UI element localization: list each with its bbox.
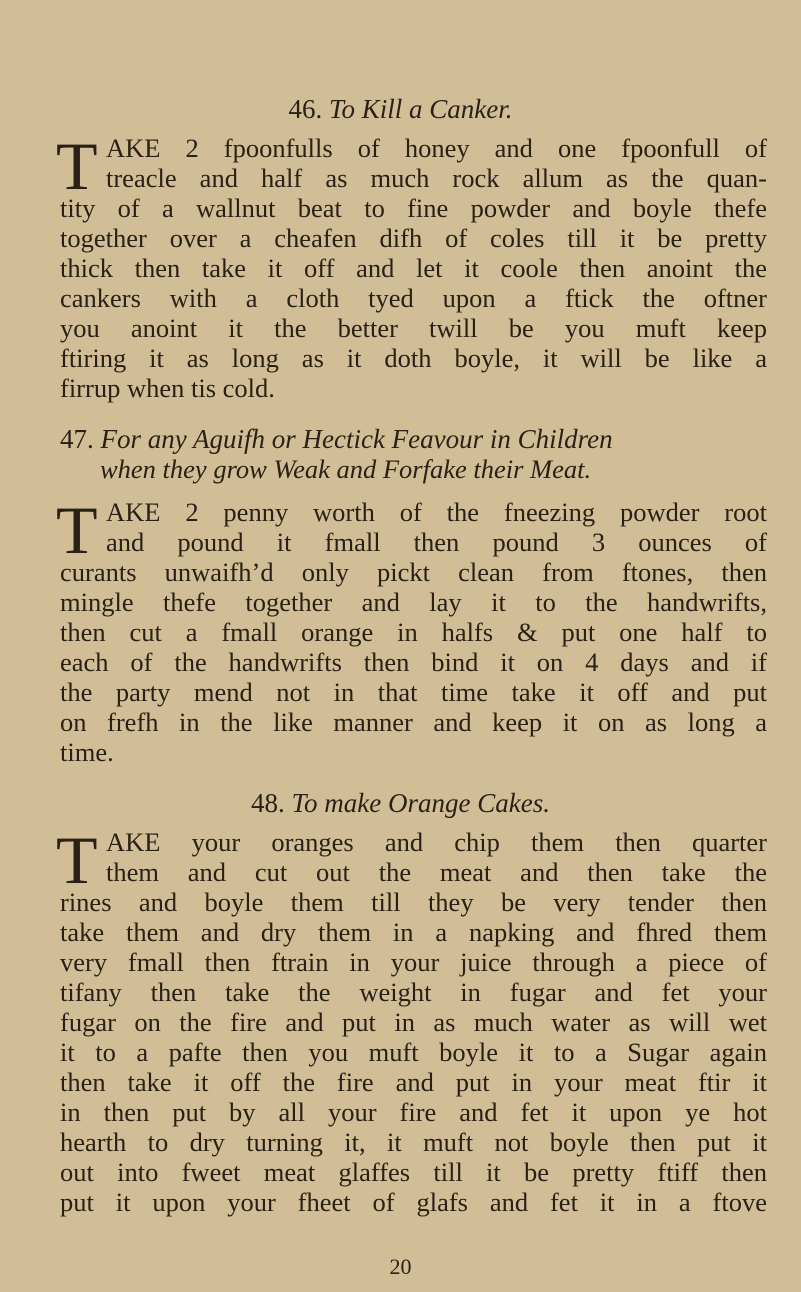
text-line: mingle thefe together and lay it to the handwrifts, <box>60 587 767 617</box>
text-line: ftiring it as long as it doth boyle, it will be like a <box>60 343 767 373</box>
text-line: them and cut out the meat and then take the <box>106 857 767 887</box>
text-line: out into fweet meat glaffes till it be pretty ftiff then <box>60 1157 767 1187</box>
recipe-number: 46. <box>288 94 323 124</box>
recipe-number: 48. <box>251 788 285 818</box>
text-line: cankers with a cloth tyed upon a ftick the oftner <box>60 283 767 313</box>
text-line: curants unwaifh’d only pickt clean from ftones, then <box>60 557 767 587</box>
text-line: AKE 2 penny worth of the fneezing powder root <box>106 497 767 527</box>
text-line: in then put by all your fire and fet it upon ye hot <box>60 1097 767 1127</box>
page-number: 20 <box>389 1254 412 1279</box>
text-line: firrup when tis cold. <box>60 373 275 403</box>
recipe-title: To make Orange Cakes. <box>291 788 550 818</box>
drop-cap: T <box>56 822 98 898</box>
text-line: it to a pafte then you muft boyle it to a Sugar again <box>60 1037 767 1067</box>
text-line: time. <box>60 737 114 767</box>
drop-cap: T <box>56 128 98 204</box>
recipe-title: To Kill a Canker. <box>328 94 513 124</box>
recipe-48-heading <box>0 788 801 819</box>
recipe-46-heading <box>0 94 801 125</box>
text-line: put it upon your fheet of glafs and fet it in a ftove <box>60 1187 767 1217</box>
text-line: thick then take it off and let it coole then anoint the <box>60 253 767 283</box>
text-line: treacle and half as much rock allum as the quan- <box>106 163 767 193</box>
recipe-subtitle: when they grow Weak and Forfake their Meat. <box>100 454 592 484</box>
text-line: tity of a wallnut beat to fine powder and boyle thefe <box>60 193 767 223</box>
text-line: AKE 2 fpoonfulls of honey and one fpoonfull of <box>106 133 767 163</box>
text-line: AKE your oranges and chip them then quarter <box>106 827 767 857</box>
text-line: then cut a fmall orange in halfs & put one half to <box>60 617 767 647</box>
text-line: you anoint it the better twill be you muft keep <box>60 313 767 343</box>
text-line: take them and dry them in a napking and fhred them <box>60 917 767 947</box>
text-line: then take it off the fire and put in your meat ftir it <box>60 1067 767 1097</box>
text-line: hearth to dry turning it, it muft not boyle then put it <box>60 1127 767 1157</box>
recipe-number: 47. <box>60 424 94 454</box>
recipe-47-heading <box>60 424 767 454</box>
recipe-title: For any Aguifh or Hectick Feavour in Children <box>100 424 613 454</box>
text-line: on frefh in the like manner and keep it on as long a <box>60 707 767 737</box>
drop-cap: T <box>56 492 98 568</box>
text-line: tifany then take the weight in fugar and fet your <box>60 977 767 1007</box>
text-line: very fmall then ftrain in your juice through a piece of <box>60 947 767 977</box>
text-line: fugar on the fire and put in as much water as will wet <box>60 1007 767 1037</box>
text-line: the party mend not in that time take it off and put <box>60 677 767 707</box>
text-line: together over a cheafen difh of coles till it be pretty <box>60 223 767 253</box>
text-line: each of the handwrifts then bind it on 4 days and if <box>60 647 767 677</box>
text-line: and pound it fmall then pound 3 ounces of <box>106 527 767 557</box>
text-line: rines and boyle them till they be very tender then <box>60 887 767 917</box>
